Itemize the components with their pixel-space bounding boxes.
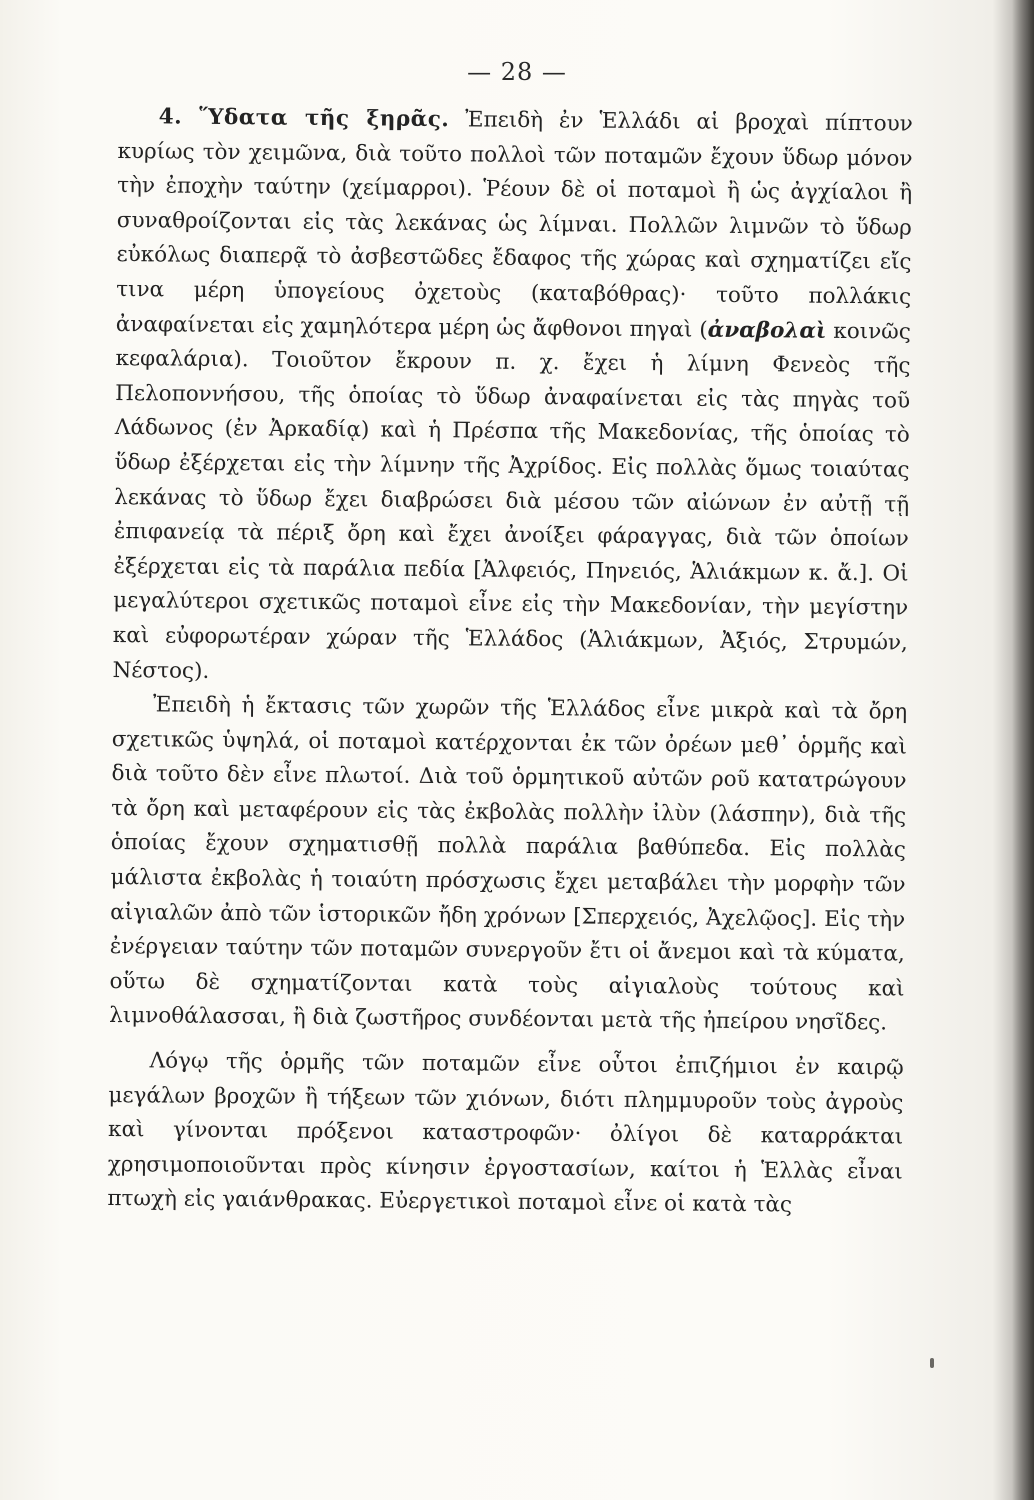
body-text <box>107 100 913 1225</box>
ink-speck <box>930 1358 934 1368</box>
bold-term: ἀναβολαὶ <box>707 317 827 344</box>
section-heading: 4. Ὕδατα τῆς ξηρᾶς. <box>158 104 450 133</box>
paragraph-1 <box>112 100 913 696</box>
paragraph-3: Λόγῳ τῆς ὁρμῆς τῶν ποταμῶν εἶνε οὗτοι ἐπιζήμιοι ἐν καιρῷ μεγάλων βροχῶν ἢ τήξεων τῶν χιόνων, διότι πλημμυροῦν τοὺς ἀγροὺς καὶ γίνονται πρόξενοι καταστροφῶν· ὀλίγοι δὲ καταρράκται χρησιμοποιοῦνται πρὸς κίνησιν ἐργοστασίων, καίτοι ἡ Ἑλλὰς εἶναι πτωχὴ εἰς γαιάνθρακας. Εὐεργετικοὶ ποταμοὶ εἶνε οἱ κατὰ τὰς <box>107 1048 904 1218</box>
paragraph-1-text-a: Ἐπειδὴ ἐν Ἑλλάδι αἱ βροχαὶ πίπτουν κυρίως τὸν χειμῶνα, διὰ τοῦτο πολλοὶ τῶν ποταμῶν ἔχουν ὕδωρ μόνον τὴν ἐποχὴν ταύτην (χείμαρροι). Ῥέουν δὲ οἱ ποταμοὶ ἢ ὡς ἀγχίαλοι ἢ συναθροίζονται εἰς τὰς λεκάνας ὡς λίμναι. Πολλῶν λιμνῶν τὸ ὕδωρ εὐκόλως διαπερᾷ τὸ ἀσβεστῶδες ἔδαφος τῆς χώρας καὶ σχηματίζει εἴς τινα μέρη ὑπογείους ὀχετοὺς (καταβόθρας)· τοῦτο πολλάκις ἀναφαίνεται εἰς χαμηλότερα μέρη ὡς ἄφθονοι πηγαὶ ( <box>115 107 913 343</box>
paragraph-2: Ἐπειδὴ ἡ ἔκτασις τῶν χωρῶν τῆς Ἑλλάδος εἶνε μικρὰ καὶ τὰ ὄρη σχετικῶς ὑψηλά, οἱ ποταμοὶ κατέρχονται ἐκ τῶν ὀρέων μεθ᾽ ὁρμῆς καὶ διὰ τοῦτο δὲν εἶνε πλωτοί. Διὰ τοῦ ὁρμητικοῦ αὐτῶν ροῦ κατατρώγουν τὰ ὄρη καὶ μεταφέρουν εἰς τὰς ἐκβολὰς πολλὴν ἰλὺν (λάσπην), διὰ τῆς ὁποίας ἔχουν σχηματισθῇ πολλὰ παράλια βαθύπεδα. Εἰς πολλὰς μάλιστα ἐκβολὰς ἡ τοιαύτη πρόσχωσις ἔχει μεταβάλει τὴν μορφὴν τῶν αἰγιαλῶν ἀπὸ τῶν ἱστορικῶν ἤδη χρόνων [Σπερχειός, Ἀχελῷος]. Εἰς τὴν ἐνέργειαν ταύτην τῶν ποταμῶν συνεργοῦν ἔτι οἱ ἄνεμοι καὶ τὰ κύματα, οὕτω δὲ σχηματίζονται κατὰ τοὺς αἰγιαλοὺς τούτους καὶ λιμνοθάλασσαι, ἢ διὰ ζωστῆρος συνδέονται μετὰ τῆς ἠπείρου νησῖδες. <box>109 692 908 1036</box>
paragraph-1-text-b: κοινῶς κεφαλάρια). Τοιοῦτον ἔκρουν π. χ. ἔχει ἡ λίμνη Φενεὸς τῆς Πελοποννήσου, τῆς ὁποίας τὸ ὕδωρ ἀναφαίνεται εἰς τὰς πηγὰς τοῦ Λάδωνος (ἐν Ἀρκαδίᾳ) καὶ ἡ Πρέσπα τῆς Μακεδονίας, τῆς ὁποίας τὸ ὕδωρ ἐξέρχεται εἰς τὴν λίμνην τῆς Ἀχρίδος. Εἰς πολλὰς ὅμως τοιαύτας λεκάνας τὸ ὕδωρ ἔχει διαβρώσει διὰ μέσου τῶν αἰώνων ἐν αὐτῇ τῇ ἐπιφανείᾳ τὰ πέριξ ὄρη καὶ ἔχει ἀνοίξει φάραγγας, διὰ τῶν ὁποίων ἐξέρχεται εἰς τὰ παράλια πεδία [Ἀλφειός, Πηνειός, Ἁλιάκμων κ. ἄ.]. Οἱ μεγαλύτεροι σχετικῶς ποταμοὶ εἶνε εἰς τὴν Μακεδονίαν, τὴν μεγίστην καὶ εὐφορωτέραν χώραν τῆς Ἑλλάδος (Ἁλιάκμων, Ἀξιός, Στρυμών, Νέστος). <box>112 318 911 684</box>
page-number: — 28 — <box>467 58 567 86</box>
page-edge-shadow <box>1012 0 1034 1500</box>
